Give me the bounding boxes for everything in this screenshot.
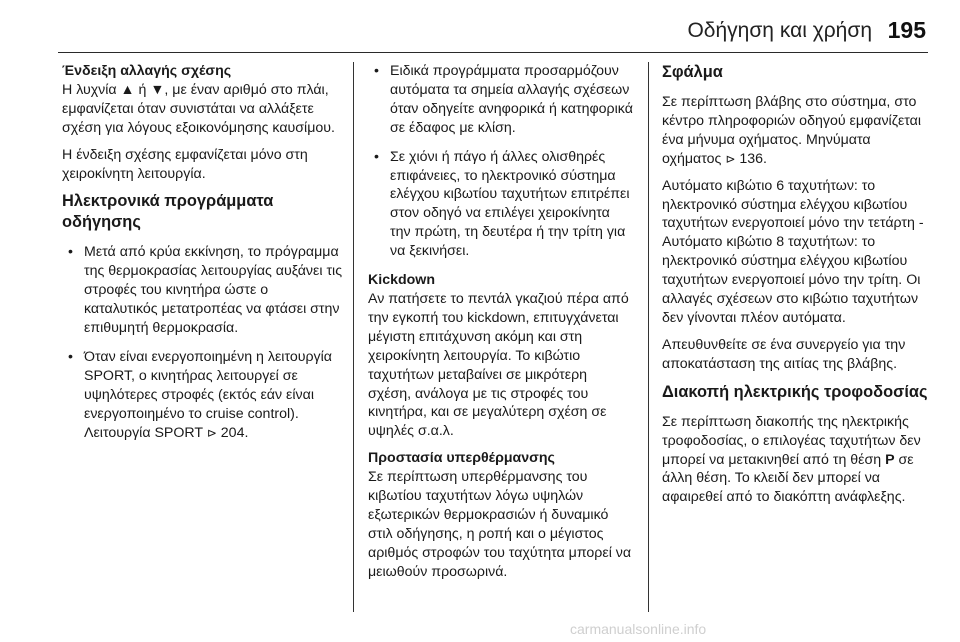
- bullet-icon: •: [374, 63, 379, 79]
- paragraph: Απευθυνθείτε σε ένα συνεργείο για την αποκατάσταση της αιτίας της βλάβης.: [662, 336, 906, 372]
- paragraph-text: σε άλλη θέση. Το κλειδί δεν μπορεί να αφαιρεθεί από το διακόπτη ανάφλεξης.: [662, 451, 914, 506]
- list-item: [368, 148, 634, 261]
- paragraph: Σε περίπτωση υπερθέρμανσης του κιβωτίου ταχυτήτων λόγω υψηλών εξωτερικών θερμοκρασιών ή δυναμικό στιλ οδήγησης, η ροπή και ο μέγιστος αριθμός στροφών του ταχύτητα μπορεί να μειωθούν προσωρινά.: [368, 469, 632, 580]
- section-heading-electronic-programs: Ηλεκτρονικά προγράμματα οδήγησης: [62, 192, 274, 232]
- watermark: carmanualsonline.info: [570, 621, 707, 637]
- header-title: Οδήγηση και χρήση: [687, 19, 872, 42]
- page-header: [0, 0, 960, 54]
- section-heading-overheat: Προστασία υπερθέρμανσης: [368, 450, 555, 467]
- header-rule: [58, 52, 928, 53]
- column-divider: [648, 62, 649, 612]
- column-left: [62, 62, 344, 453]
- column-divider: [353, 62, 354, 612]
- page-reference-link[interactable]: 136.: [739, 150, 767, 167]
- bullet-icon: •: [374, 148, 379, 165]
- list-item: [62, 348, 344, 443]
- gear-position-label: P: [885, 451, 895, 468]
- page-reference-icon: ⊳: [725, 151, 736, 166]
- list-item: [62, 243, 344, 338]
- bullet-list: [368, 62, 634, 261]
- list-item-text: Σε χιόνι ή πάγο ή άλλες ολισθηρές επιφάνειες, το ηλεκτρονικό σύστημα ελέγχου κιβωτίου ταχυτήτων επιτρέπει στον οδηγό να επιλέγει χειροκίνητα την πρώτη, τη δευτέρα ή την τρίτη για να ξεκινήσει.: [390, 148, 630, 260]
- paragraph: Η ένδειξη σχέσης εμφανίζεται μόνο στη χειροκίνητη λειτουργία.: [62, 146, 308, 182]
- column-middle: [368, 62, 634, 590]
- section-heading-shift-indicator: Ένδειξη αλλαγής σχέσης: [62, 63, 232, 79]
- bullet-icon: •: [68, 244, 73, 261]
- section-heading-kickdown: Kickdown: [368, 272, 436, 289]
- paragraph: [662, 93, 930, 169]
- list-item-text: Όταν είναι ενεργοποιημένη η λειτουργία SPORT, ο κινητήρας λειτουργεί σε υψηλότερες στροφές (εκτός εάν είναι ενεργοποιημένο το cruise control). Λειτουργία SPORT: [84, 348, 333, 441]
- section-heading-power-interruption: Διακοπή ηλεκτρικής τροφοδοσίας: [662, 382, 928, 401]
- paragraph: Αυτόματο κιβώτιο 6 ταχυτήτων: το ηλεκτρονικό σύστημα ελέγχου κιβωτίου ταχυτήτων ενεργοποιεί μόνο την τετάρτη - Αυτόματο κιβώτιο 8 ταχυτήτων: το ηλεκτρονικό σύστημα ελέγχου κιβωτίου ταχυτήτων ενεργοποιεί μόνο την τρίτη. Οι αλλαγές σχέσεων στο κιβώτιο ταχυτήτων δεν γίνονται πλέον αυτόματα.: [662, 177, 924, 326]
- paragraph-text: Σε περίπτωση διακοπής της ηλεκτρικής τροφοδοσίας, ο επιλογέας ταχυτήτων δεν μπορεί να μετακινηθεί από τη θέση: [662, 413, 921, 468]
- bullet-icon: •: [68, 348, 73, 365]
- paragraph: [662, 413, 930, 508]
- section-heading-fault: Σφάλμα: [662, 63, 723, 81]
- list-item-text: Ειδικά προγράμματα προσαρμόζουν αυτόματα τα σημεία αλλαγής σχέσεων όταν οδηγείτε ανηφορικά ή κατηφορικά σε έδαφος με κλίση.: [390, 63, 633, 136]
- page-reference-link[interactable]: 204.: [220, 424, 249, 441]
- paragraph: Αν πατήσετε το πεντάλ γκαζιού πέρα από την εγκοπή του kickdown, επιτυγχάνεται μέγιστη επιτάχυνση ακόμη και στη χειροκίνητη λειτουργία. Το κιβώτιο ταχυτήτων μεταβαίνει σε μικρότερη σχέση, ανάλογα με τις στροφές του κινητήρα, και σε μεγαλύτερη σχέση σε υψηλές σ.α.λ.: [368, 290, 629, 440]
- column-right: [662, 62, 930, 515]
- page-number: 195: [887, 17, 926, 43]
- page-reference-icon: ⊳: [206, 425, 217, 440]
- paragraph: Η λυχνία ▲ ή ▼, με έναν αριθμό στο πλάι, εμφανίζεται όταν συνιστάται να αλλάξετε σχέση για λόγους εξοικονόμησης καυσίμου.: [62, 81, 335, 136]
- paragraph-text: Σε περίπτωση βλάβης στο σύστημα, στο κέντρο πληροφοριών οδηγού εμφανίζεται ένα μήνυμα οχήματος. Μηνύματα οχήματος: [662, 94, 922, 167]
- list-item-text: Μετά από κρύα εκκίνηση, το πρόγραμμα της θερμοκρασίας λειτουργίας αυξάνει τις στροφές του κινητήρα ώστε ο καταλυτικός μετατροπέας να φτάσει στην επιθυμητή θερμοκρασία.: [84, 244, 343, 337]
- bullet-list: [62, 243, 344, 442]
- list-item: [368, 62, 634, 138]
